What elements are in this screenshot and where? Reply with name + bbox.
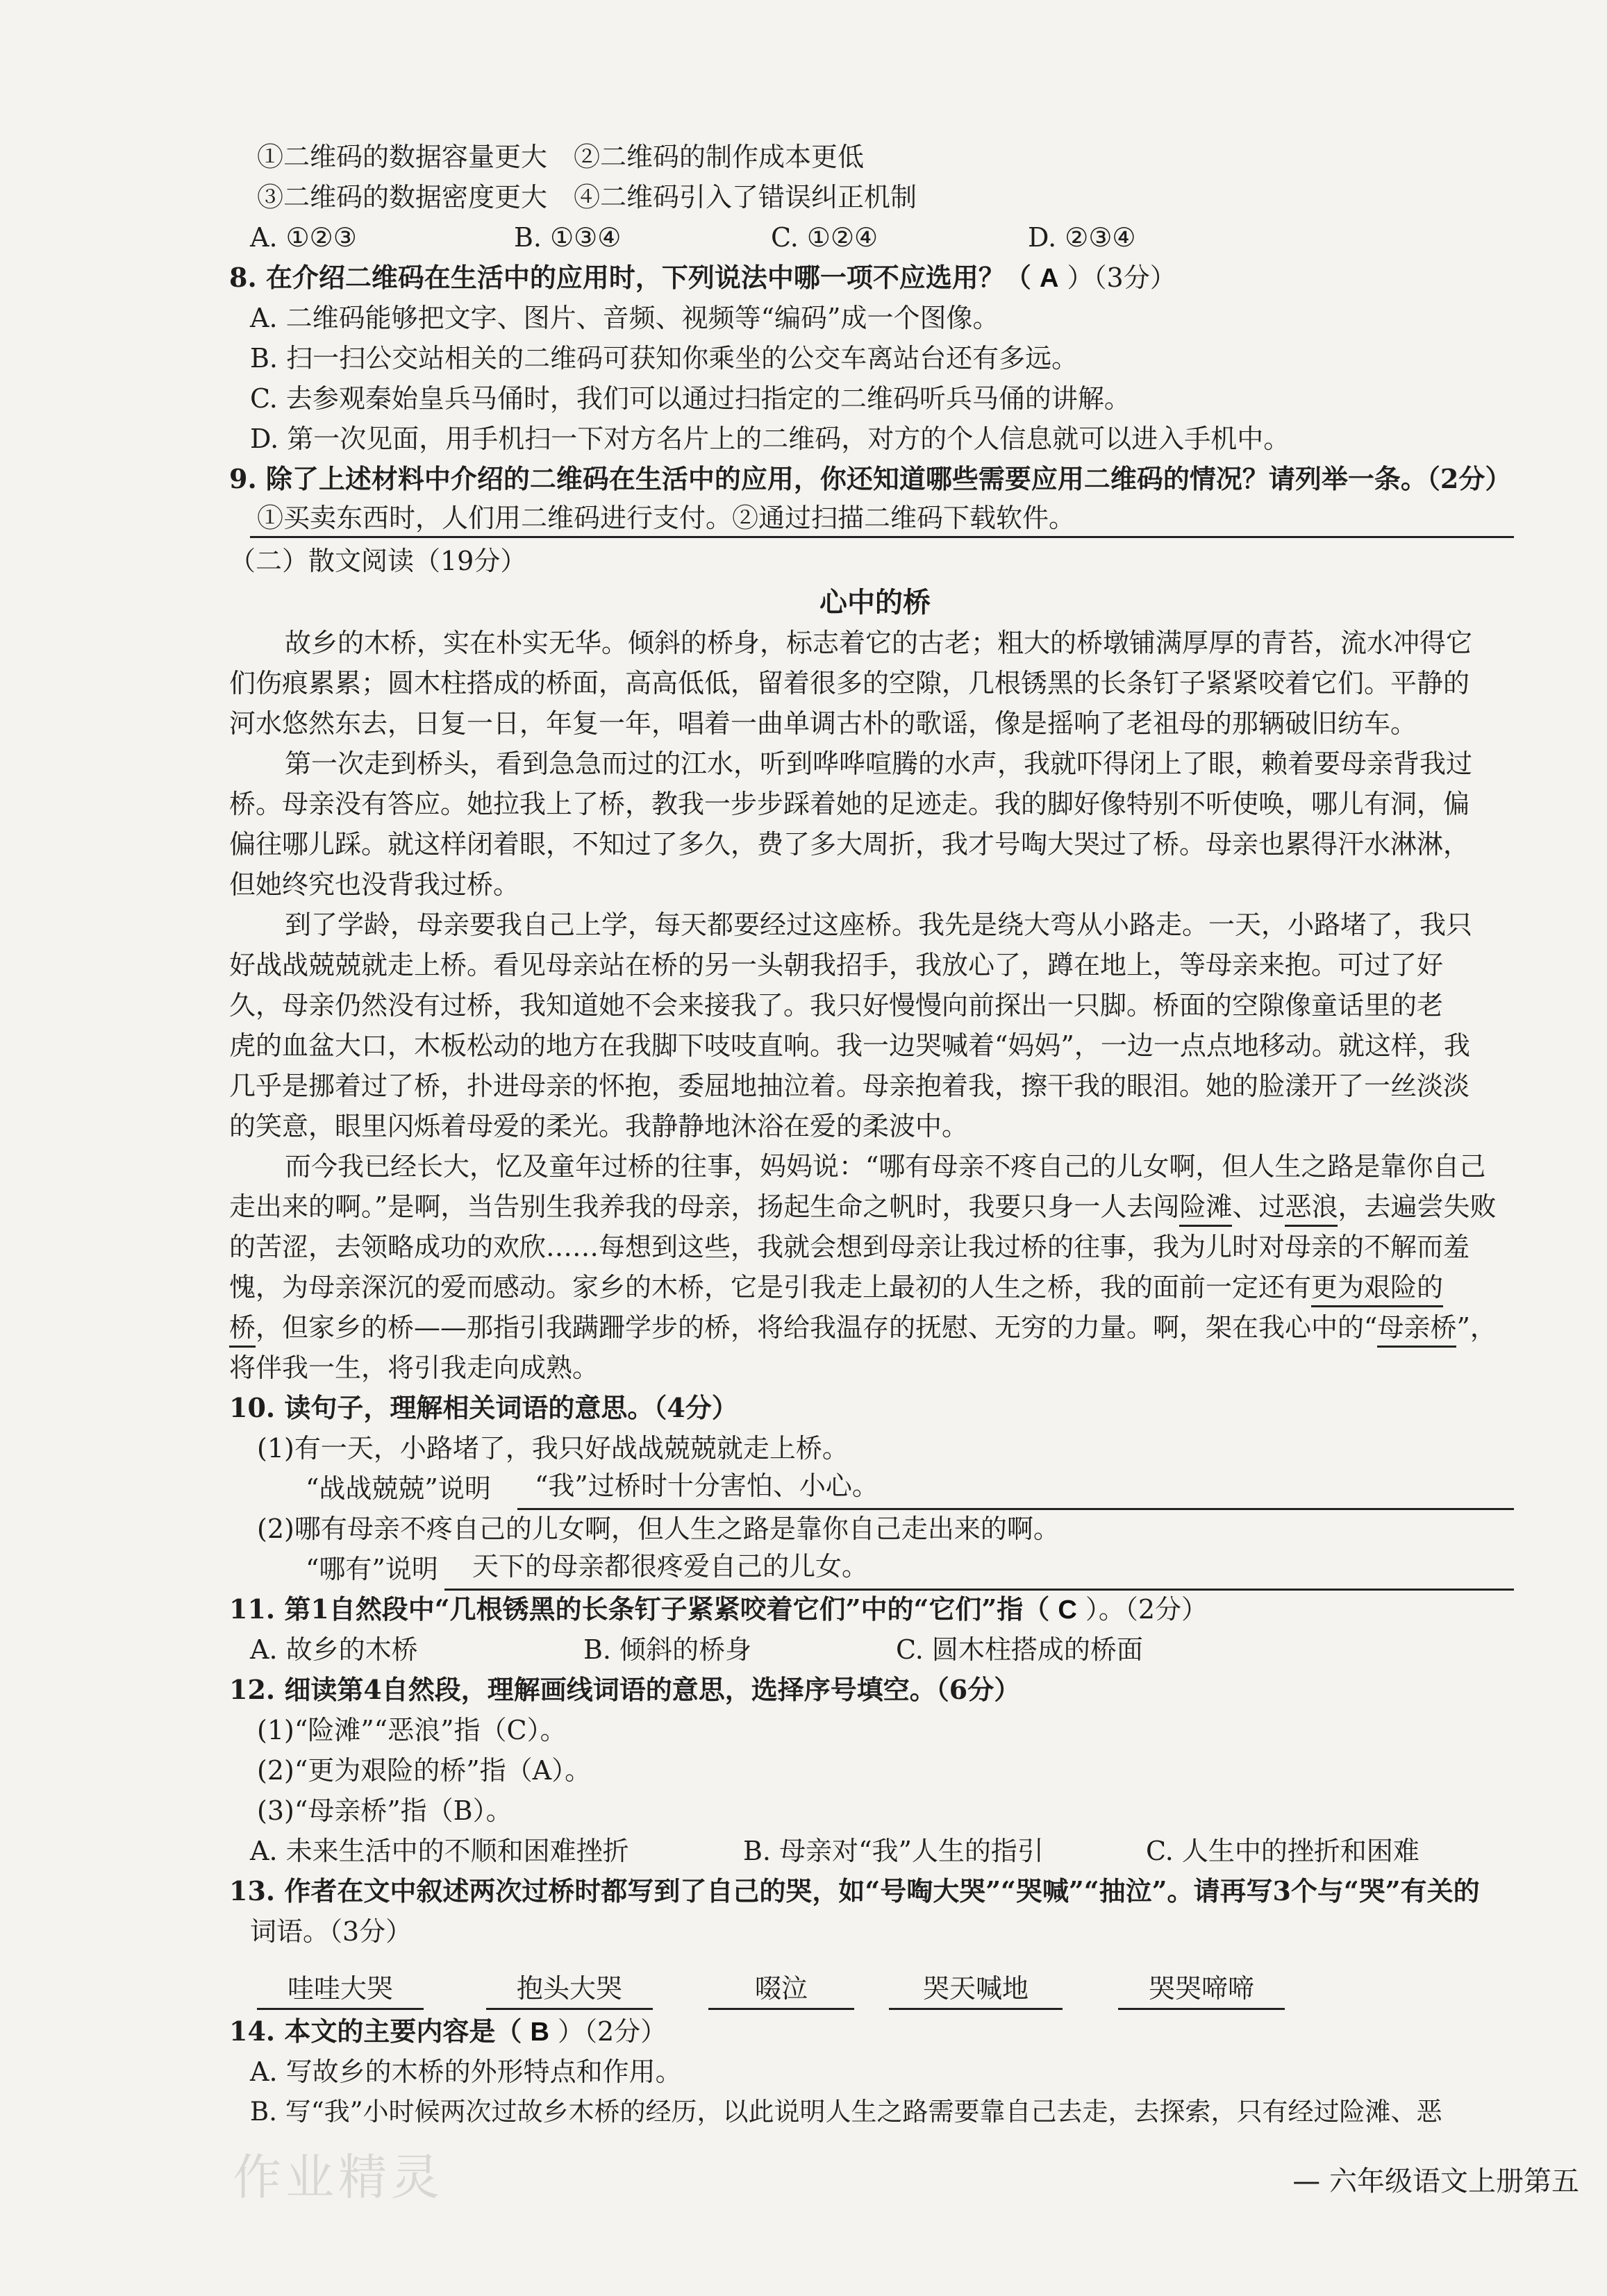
q8-answer: A <box>1040 264 1059 293</box>
p1-line: 故乡的木桥，实在朴实无华。倾斜的桥身，标志着它的古老；粗大的桥墩铺满厚厚的青苔，流水冲得它 <box>285 628 1473 658</box>
p1-line: 们伤痕累累；圆木柱搭成的桥面，高高低低，留着很多的空隙，几根锈黑的长条钉子紧紧咬着它们。平静的 <box>229 668 1470 698</box>
q13-stem-line1: 13. 作者在文中叙述两次过桥时都写到了自己的哭，如“号啕大哭”“哭喊”“抽泣”。请再写3个与“哭”有关的 <box>229 1875 1480 1907</box>
p3-line: 几乎是挪着过了桥，扑进母亲的怀抱，委屈地抽泣着。母亲抱着我，擦干我的眼泪。她的脸漾开了一丝淡淡 <box>229 1071 1470 1101</box>
q14-stem-points: ）（2分） <box>557 2016 667 2047</box>
p2-line: 桥。母亲没有答应。她拉我上了桥，教我一步步踩着她的足迹走。我的脚好像特别不听使唤，哪儿有洞，偏 <box>229 789 1470 819</box>
p4-line2-tail: ，去遍尝失败 <box>1338 1191 1497 1222</box>
p4-line2-text: 走出来的啊。”是啊，当告别生我养我的母亲，扬起生命之帆时，我要只身一人去闯 <box>229 1191 1180 1222</box>
watermark: 作业精灵 <box>233 2149 444 2206</box>
p1-line: 河水悠然东去，日复一日，年复一年，唱着一曲单调古朴的歌谣，像是摇响了老祖母的那辆破旧纺车。 <box>229 708 1417 739</box>
q11-option-c: C. 圆木柱搭成的桥面 <box>896 1634 1143 1665</box>
q8-stem-text: 8. 在介绍二维码在生活中的应用时，下列说法中哪一项不应选用？（ <box>229 262 1031 293</box>
q7-choice-b: B. ①③④ <box>514 222 622 253</box>
q11-option-a: A. 故乡的木桥 <box>250 1634 418 1665</box>
q13-answer-line <box>708 2008 854 2010</box>
q12-sub3: (3)“母亲桥”指（B）。 <box>257 1795 513 1826</box>
q12-stem: 12. 细读第4自然段，理解画线词语的意思，选择序号填空。（6分） <box>229 1674 1021 1705</box>
q13-stem-line2: 词语。（3分） <box>250 1916 413 1947</box>
q9-stem: 9. 除了上述材料中介绍的二维码在生活中的应用，你还知道哪些需要应用二维码的情况？请列举一条。（2分） <box>229 463 1512 494</box>
q13-answer: 哭天喊地 <box>922 1973 1029 2004</box>
q12-sub1: (1)“险滩”“恶浪”指（C）。 <box>257 1715 567 1745</box>
p2-line: 偏往哪儿踩。就这样闭着眼，不知过了多久，费了多大周折，我才号啕大哭过了桥。母亲也累得汗水淋淋， <box>229 829 1470 860</box>
q10-answer1: “我”过桥时十分害怕、小心。 <box>535 1470 879 1501</box>
q11-stem-text: 11. 第1自然段中“几根锈黑的长条钉子紧紧咬着它们”中的“它们”指（ <box>229 1593 1050 1625</box>
p3-line: 的笑意，眼里闪烁着母爱的柔光。我静静地沐浴在爱的柔波中。 <box>229 1111 969 1141</box>
q8-option-b: B. 扫一扫公交站相关的二维码可获知你乘坐的公交车离站台还有多远。 <box>250 343 1079 374</box>
q12-sub2: (2)“更为艰险的桥”指（A）。 <box>257 1755 592 1786</box>
p4-line4-text: 愧，为母亲深沉的爱而感动。家乡的木桥，它是引我走上最初的人生之桥，我的面前一定还有 <box>229 1272 1312 1302</box>
q9-answer: ①买卖东西时，人们用二维码进行支付。②通过扫描二维码下载软件。 <box>257 503 1076 533</box>
q7-options-line2: ③二维码的数据密度更大 ④二维码引入了错误纠正机制 <box>257 182 917 212</box>
q11-answer: C <box>1058 1595 1077 1625</box>
q13-answer: 啜泣 <box>754 1973 808 2004</box>
underlined-phrase: 险滩 <box>1179 1189 1232 1227</box>
q10-sentence2: (2)哪有母亲不疼自己的儿女啊，但人生之路是靠你自己走出来的啊。 <box>257 1514 1060 1544</box>
underlined-phrase: 更为艰险的 <box>1311 1269 1443 1307</box>
q13-answer-line <box>1118 2008 1285 2010</box>
q9-answer-line <box>250 536 1514 538</box>
section2-heading: （二）散文阅读（19分） <box>229 546 527 576</box>
q13-answer: 哭哭啼啼 <box>1148 1973 1254 2004</box>
q13-answer-line <box>486 2008 653 2010</box>
q14-option-b: B. 写“我”小时候两次过故乡木桥的经历，以此说明人生之路需要靠自己去走，去探索，只有经过险滩、恶 <box>250 2097 1442 2127</box>
q14-stem <box>229 2013 667 2050</box>
q11-option-b: B. 倾斜的桥身 <box>583 1634 752 1665</box>
q10-sentence2-label: “哪有”说明 <box>306 1554 438 1584</box>
p4-line1: 而今我已经长大，忆及童年过桥的往事，妈妈说：“哪有母亲不疼自己的儿女啊，但人生之路是靠你自己 <box>285 1151 1486 1182</box>
p4-line5 <box>229 1309 1497 1348</box>
q7-options-line1: ①二维码的数据容量更大 ②二维码的制作成本更低 <box>257 142 865 172</box>
q11-stem <box>229 1591 1208 1628</box>
p4-line5-tail: ”， <box>1456 1312 1497 1343</box>
q8-option-d: D. 第一次见面，用手机扫一下对方名片上的二维码，对方的个人信息就可以进入手机中。 <box>250 424 1290 454</box>
p4-line3: 的苦涩，去领略成功的欢欣……每想到这些，我就会想到母亲让我过桥的往事，我为儿时对母亲的不解而羞 <box>229 1232 1470 1262</box>
q10-sentence1: (1)有一天，小路堵了，我只好战战兢兢就走上桥。 <box>257 1433 849 1464</box>
q10-answer2-line <box>444 1589 1514 1591</box>
q14-option-a: A. 写故乡的木桥的外形特点和作用。 <box>250 2056 682 2087</box>
q13-answer-line <box>889 2008 1063 2010</box>
q8-option-c: C. 去参观秦始皇兵马俑时，我们可以通过扫指定的二维码听兵马俑的讲解。 <box>250 383 1131 414</box>
q14-answer: B <box>530 2018 549 2047</box>
q10-answer1-line <box>517 1508 1514 1510</box>
passage-title: 心中的桥 <box>819 586 931 619</box>
q8-stem-points: ）（3分） <box>1067 262 1176 293</box>
q11-stem-points: ）。（2分） <box>1085 1594 1208 1625</box>
p3-line: 虎的血盆大口，木板松动的地方在我脚下吱吱直响。我一边哭喊着“妈妈”，一边一点点地移动。就这样，我 <box>229 1030 1470 1061</box>
underlined-phrase: 恶浪 <box>1285 1189 1338 1227</box>
q7-choice-a: A. ①②③ <box>250 222 357 253</box>
q12-option-b: B. 母亲对“我”人生的指引 <box>743 1836 1044 1866</box>
underlined-phrase: 母亲桥 <box>1377 1309 1456 1348</box>
q13-answer-line <box>257 2008 424 2010</box>
p2-line: 但她终究也没背我过桥。 <box>229 869 520 900</box>
q7-choice-c: C. ①②④ <box>771 222 879 253</box>
p4-line4 <box>229 1269 1443 1307</box>
q7-choice-d: D. ②③④ <box>1028 222 1136 253</box>
p4-line6: 将伴我一生，将引我走向成熟。 <box>229 1352 599 1383</box>
q12-option-c: C. 人生中的挫折和困难 <box>1146 1836 1419 1866</box>
p2-line: 第一次走到桥头，看到急急而过的江水，听到哗哗喧腾的水声，我就吓得闭上了眼，赖着要母亲背我过 <box>285 748 1473 779</box>
p4-line2-sep: 、过 <box>1232 1191 1285 1222</box>
q14-stem-text: 14. 本文的主要内容是（ <box>229 2016 522 2047</box>
q13-answer: 哇哇大哭 <box>287 1973 393 2004</box>
p3-line: 好战战兢兢就走上桥。看见母亲站在桥的另一头朝我招手，我放心了，蹲在地上，等母亲来抱。可过了好 <box>229 950 1444 980</box>
q12-option-a: A. 未来生活中的不顺和困难挫折 <box>250 1836 629 1866</box>
q10-stem: 10. 读句子，理解相关词语的意思。（4分） <box>229 1392 738 1423</box>
q8-stem <box>229 260 1176 296</box>
q8-option-a: A. 二维码能够把文字、图片、音频、视频等“编码”成一个图像。 <box>250 303 999 333</box>
q13-answer: 抱头大哭 <box>516 1973 622 2004</box>
p4-line5-text: ，但家乡的桥——那指引我蹒跚学步的桥，将给我温存的抚慰、无穷的力量。啊，架在我心中的“ <box>256 1312 1378 1343</box>
p3-line: 久，母亲仍然没有过桥，我知道她不会来接我了。我只好慢慢向前探出一只脚。桥面的空隙像童话里的老 <box>229 990 1444 1021</box>
q10-answer2: 天下的母亲都很疼爱自己的儿女。 <box>472 1551 869 1582</box>
page-footer: — 六年级语文上册第五 <box>1292 2165 1579 2197</box>
p4-line2 <box>229 1189 1497 1227</box>
underlined-phrase: 桥 <box>229 1309 256 1348</box>
p3-line: 到了学龄，母亲要我自己上学，每天都要经过这座桥。我先是绕大弯从小路走。一天，小路堵了，我只 <box>285 910 1473 940</box>
q10-sentence1-label: “战战兢兢”说明 <box>306 1473 491 1504</box>
